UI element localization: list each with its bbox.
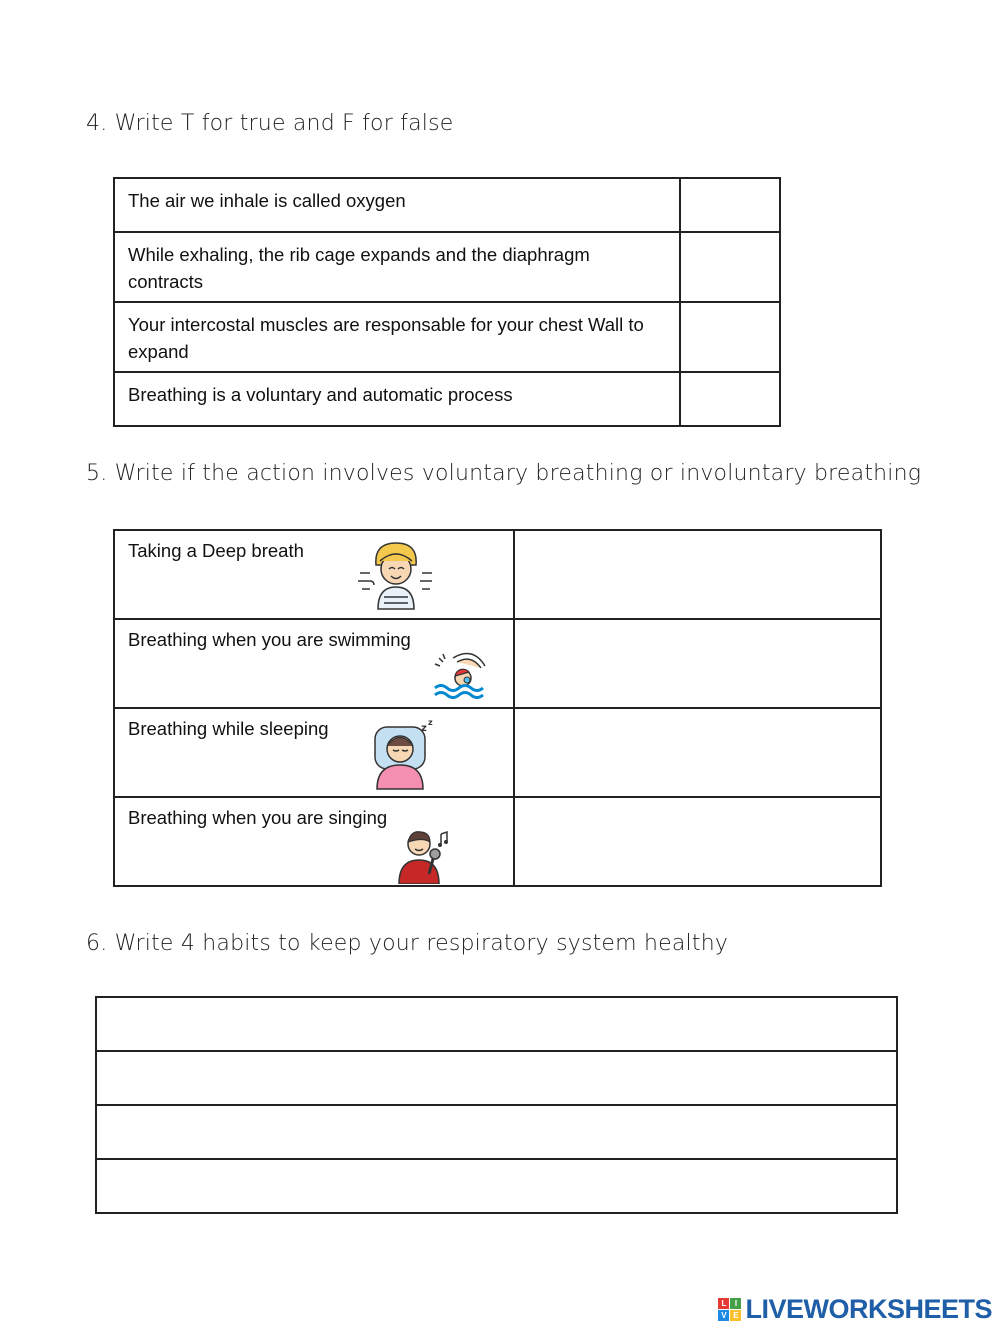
svg-text:z: z — [428, 719, 433, 727]
breathing-answer-input[interactable] — [515, 709, 880, 738]
action-label: Breathing while sleeping — [128, 718, 329, 739]
statement-cell: The air we inhale is called oxygen — [114, 178, 680, 232]
table-row — [96, 1159, 897, 1213]
table-row — [114, 302, 780, 372]
answer-cell[interactable] — [514, 797, 881, 886]
action-label: Breathing when you are swimming — [128, 629, 411, 650]
breathing-answer-input[interactable] — [515, 620, 880, 649]
habit-input[interactable] — [97, 1052, 896, 1081]
answer-cell[interactable] — [680, 232, 780, 302]
true-false-table — [113, 177, 781, 427]
habit-input[interactable] — [97, 1160, 896, 1189]
tf-answer-input[interactable] — [681, 179, 779, 208]
action-label: Breathing when you are singing — [128, 807, 388, 828]
q5-heading: 5. Write if the action involves voluntary breathing or involuntary breathing — [86, 461, 922, 486]
logo-mark-letter: I — [730, 1298, 741, 1309]
q6-heading: 6. Write 4 habits to keep your respiratory system healthy — [86, 931, 729, 956]
habit-cell[interactable] — [96, 1105, 897, 1159]
svg-text:z: z — [421, 723, 427, 734]
breathing-answer-input[interactable] — [515, 531, 880, 560]
action-cell — [114, 530, 514, 619]
tf-answer-input[interactable] — [681, 373, 779, 402]
answer-cell[interactable] — [680, 302, 780, 372]
answer-cell[interactable] — [514, 619, 881, 708]
singer-icon — [397, 828, 453, 884]
habit-input[interactable] — [97, 998, 896, 1027]
logo-mark-letter: L — [718, 1298, 729, 1309]
table-row — [114, 178, 780, 232]
logo-mark-icon — [718, 1298, 741, 1321]
logo-mark-letter: V — [718, 1310, 729, 1321]
table-row — [114, 619, 881, 708]
table-row — [114, 708, 881, 797]
action-label: Taking a Deep breath — [128, 540, 304, 561]
answer-cell[interactable] — [680, 372, 780, 426]
deep-breath-icon — [358, 539, 434, 611]
table-row — [114, 232, 780, 302]
habit-input[interactable] — [97, 1106, 896, 1135]
breathing-table — [113, 529, 882, 887]
answer-cell[interactable] — [514, 530, 881, 619]
table-row — [96, 1105, 897, 1159]
table-row — [114, 372, 780, 426]
logo-text: LIVEWORKSHEETS — [745, 1294, 992, 1324]
table-row — [96, 1051, 897, 1105]
logo-mark-letter: E — [730, 1310, 741, 1321]
action-cell — [114, 619, 514, 708]
habit-cell[interactable] — [96, 1051, 897, 1105]
action-cell — [114, 797, 514, 886]
habit-cell[interactable] — [96, 1159, 897, 1213]
action-cell — [114, 708, 514, 797]
table-row — [114, 797, 881, 886]
tf-answer-input[interactable] — [681, 303, 779, 332]
habits-table — [95, 996, 898, 1214]
tf-answer-input[interactable] — [681, 233, 779, 262]
sleeping-person-icon — [371, 719, 439, 791]
statement-cell: Your intercostal muscles are responsable for your chest Wall to expand — [114, 302, 680, 372]
swimmer-icon — [433, 648, 487, 702]
table-row — [114, 530, 881, 619]
habit-cell[interactable] — [96, 997, 897, 1051]
table-row — [96, 997, 897, 1051]
liveworksheets-logo — [718, 1294, 992, 1325]
q4-heading: 4. Write T for true and F for false — [86, 111, 454, 136]
answer-cell[interactable] — [680, 178, 780, 232]
breathing-answer-input[interactable] — [515, 798, 880, 827]
statement-cell: Breathing is a voluntary and automatic process — [114, 372, 680, 426]
answer-cell[interactable] — [514, 708, 881, 797]
statement-cell: While exhaling, the rib cage expands and the diaphragm contracts — [114, 232, 680, 302]
